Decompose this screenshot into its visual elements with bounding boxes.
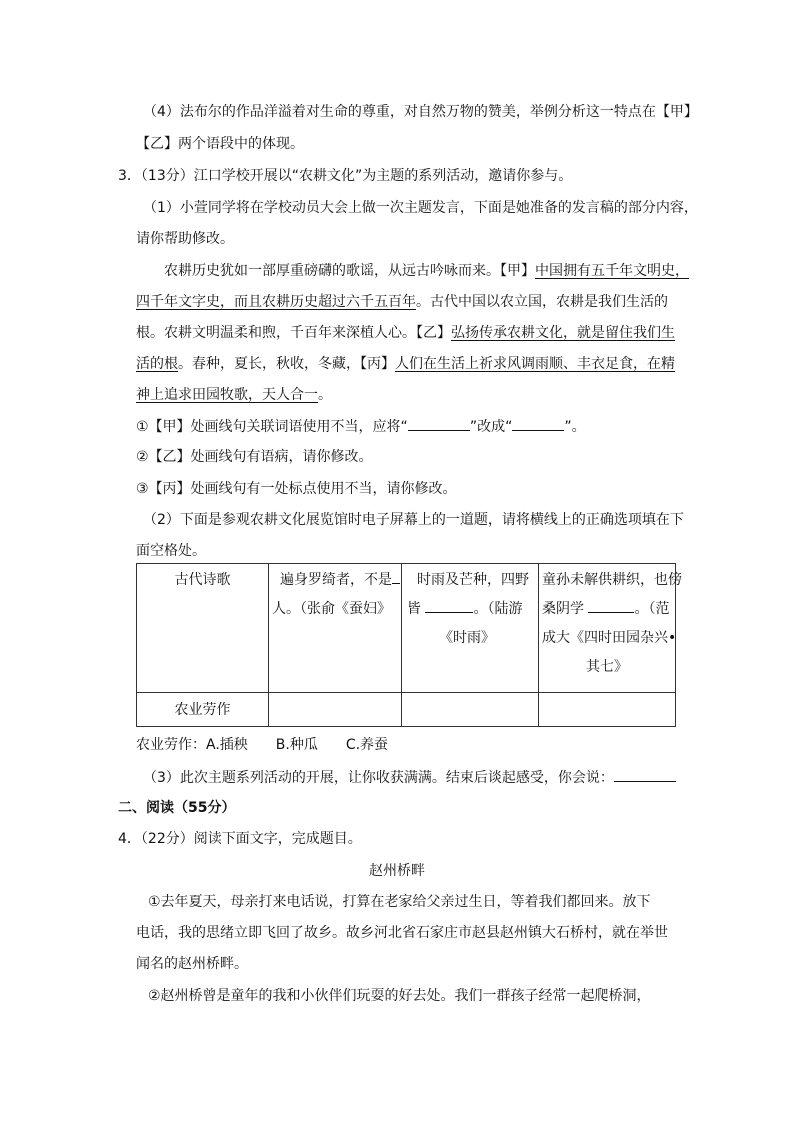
passage-text: 。	[318, 387, 332, 403]
poem-line: 童孙未解供耕织，也傍	[542, 572, 682, 588]
sub-question-1	[136, 416, 586, 437]
q3-part2-line2: 面空格处。	[136, 543, 206, 559]
poem-text: 桑阴学	[542, 601, 589, 617]
q3-part3	[143, 767, 676, 788]
passage-text: 。春种，夏长，秋收，冬藏，【丙】	[178, 356, 395, 372]
answer-cell-1[interactable]	[269, 693, 402, 727]
poem-cell-3	[539, 564, 682, 693]
underlined-sentence-bing: 人们在生活上祈求风调雨顺、丰衣足食，在精	[395, 356, 675, 372]
table-header-farming	[137, 693, 269, 727]
passage-line-1	[164, 261, 689, 281]
answer-blank[interactable]	[614, 767, 676, 782]
sub-question-3: ③【丙】处画线句有一处标点使用不当，请你修改。	[136, 481, 457, 497]
passage-line-2	[136, 292, 668, 312]
question-3-heading: 3．（13分）江口学校开展以“农耕文化”为主题的系列活动，邀请你参与。	[118, 168, 573, 184]
passage-line-5	[136, 385, 332, 405]
q3-part1-line2: 请你帮助修改。	[136, 231, 234, 247]
answer-blank[interactable]	[408, 416, 470, 431]
underlined-sentence-yi: 活的根	[136, 356, 178, 372]
article-para1-line3: 闻名的赵州桥畔。	[136, 956, 248, 972]
q3-part1-line1: （1）小萱同学将在学校动员大会上做一次主题发言，下面是她准备的发言稿的部分内容，	[143, 200, 698, 216]
poem-text: 。（陆游	[473, 601, 523, 617]
sub-question-text: ”。	[564, 419, 586, 435]
answer-cell-3[interactable]	[539, 693, 676, 727]
answer-cell-2[interactable]	[402, 693, 539, 727]
article-para1-line2: 电话，我的思绪立即飞回了故乡。故乡河北省石家庄市赵县赵州镇大石桥村，就在举世	[136, 925, 668, 941]
underlined-sentence-bing: 神上追求田园牧歌，天人合一	[136, 387, 318, 403]
article-para2-line1: ②赵州桥曾是童年的我和小伙伴们玩耍的好去处。我们一群孩子经常一起爬桥洞，	[148, 988, 651, 1004]
poem-line: 其七》	[586, 659, 628, 675]
question-4-heading: 4．（22分）阅读下面文字，完成题目。	[118, 831, 362, 847]
sub-question-text: ”改成“	[469, 419, 513, 435]
poetry-table	[136, 563, 682, 727]
poem-text: 遍身罗绮者，不是	[280, 572, 392, 588]
answer-blank[interactable]	[425, 598, 473, 613]
poem-text: 皆	[407, 601, 426, 617]
underlined-sentence-jia: 中国拥有五千年文明史，	[535, 263, 689, 279]
article-para1-line1: ①去年夏天，母亲打来电话说，打算在老家给父亲过生日，等着我们都回来。放下	[148, 894, 651, 910]
poem-line	[272, 566, 401, 595]
poem-line	[542, 595, 675, 624]
q3-part3-text: （3）此次主题系列活动的开展，让你收获满满。结束后谈起感受，你会说：	[143, 770, 614, 786]
poem-cell-2	[402, 564, 539, 693]
poem-text: 。（范	[634, 601, 670, 617]
answer-blank[interactable]	[392, 569, 400, 584]
answer-blank[interactable]	[588, 598, 634, 613]
q2-part4-line1: （4）法布尔的作品洋溢着对生命的尊重，对自然万物的赞美，举例分析这一特点在【甲】	[143, 104, 698, 120]
article-title: 赵州桥畔	[369, 863, 425, 879]
section-heading-reading: 二、阅读（55分）	[118, 800, 236, 816]
passage-line-4	[136, 354, 675, 374]
table-header-poetry	[137, 564, 269, 693]
poem-line: 《时雨》	[439, 630, 495, 646]
underlined-sentence-jia: 四千年文字史，而且农耕历史超过六千五百年	[136, 294, 416, 310]
q3-part2-line1: （2）下面是参观农耕文化展览馆时电子屏幕上的一道题，请将横线上的正确选项填在下	[143, 512, 684, 528]
poem-line: 人。（张俞《蚕妇》	[272, 601, 391, 617]
poem-line: 时雨及芒种，四野	[417, 572, 529, 588]
sub-question-2: ②【乙】处画线句有语病，请你修改。	[136, 449, 373, 465]
poem-line	[407, 595, 538, 624]
table-header-label: 农业劳作	[174, 701, 231, 718]
passage-text: 根。农耕文明温柔和煦，千百年来深植人心。【乙】	[136, 325, 451, 341]
q2-part4-line2: 【乙】两个语段中的体现。	[136, 136, 304, 152]
poem-line: 成大《四时田园杂兴•	[542, 630, 677, 646]
passage-text: 农耕历史犹如一部厚重磅礴的歌谣，从远古吟咏而来。【甲】	[164, 263, 535, 279]
sub-question-text: ①【甲】处画线句关联词语使用不当，应将“	[136, 419, 408, 435]
passage-line-3	[136, 323, 675, 343]
answer-blank[interactable]	[512, 416, 564, 431]
underlined-sentence-yi: 弘扬传承农耕文化，就是留住我们生	[451, 325, 675, 341]
poem-cell-1	[269, 564, 402, 693]
passage-text: 。古代中国以农立国，农耕是我们生活的	[416, 294, 668, 310]
farming-options: 农业劳作：A.插秧 B.种瓜 C.养蚕	[136, 737, 389, 753]
table-header-label: 古代诗歌	[174, 572, 231, 588]
